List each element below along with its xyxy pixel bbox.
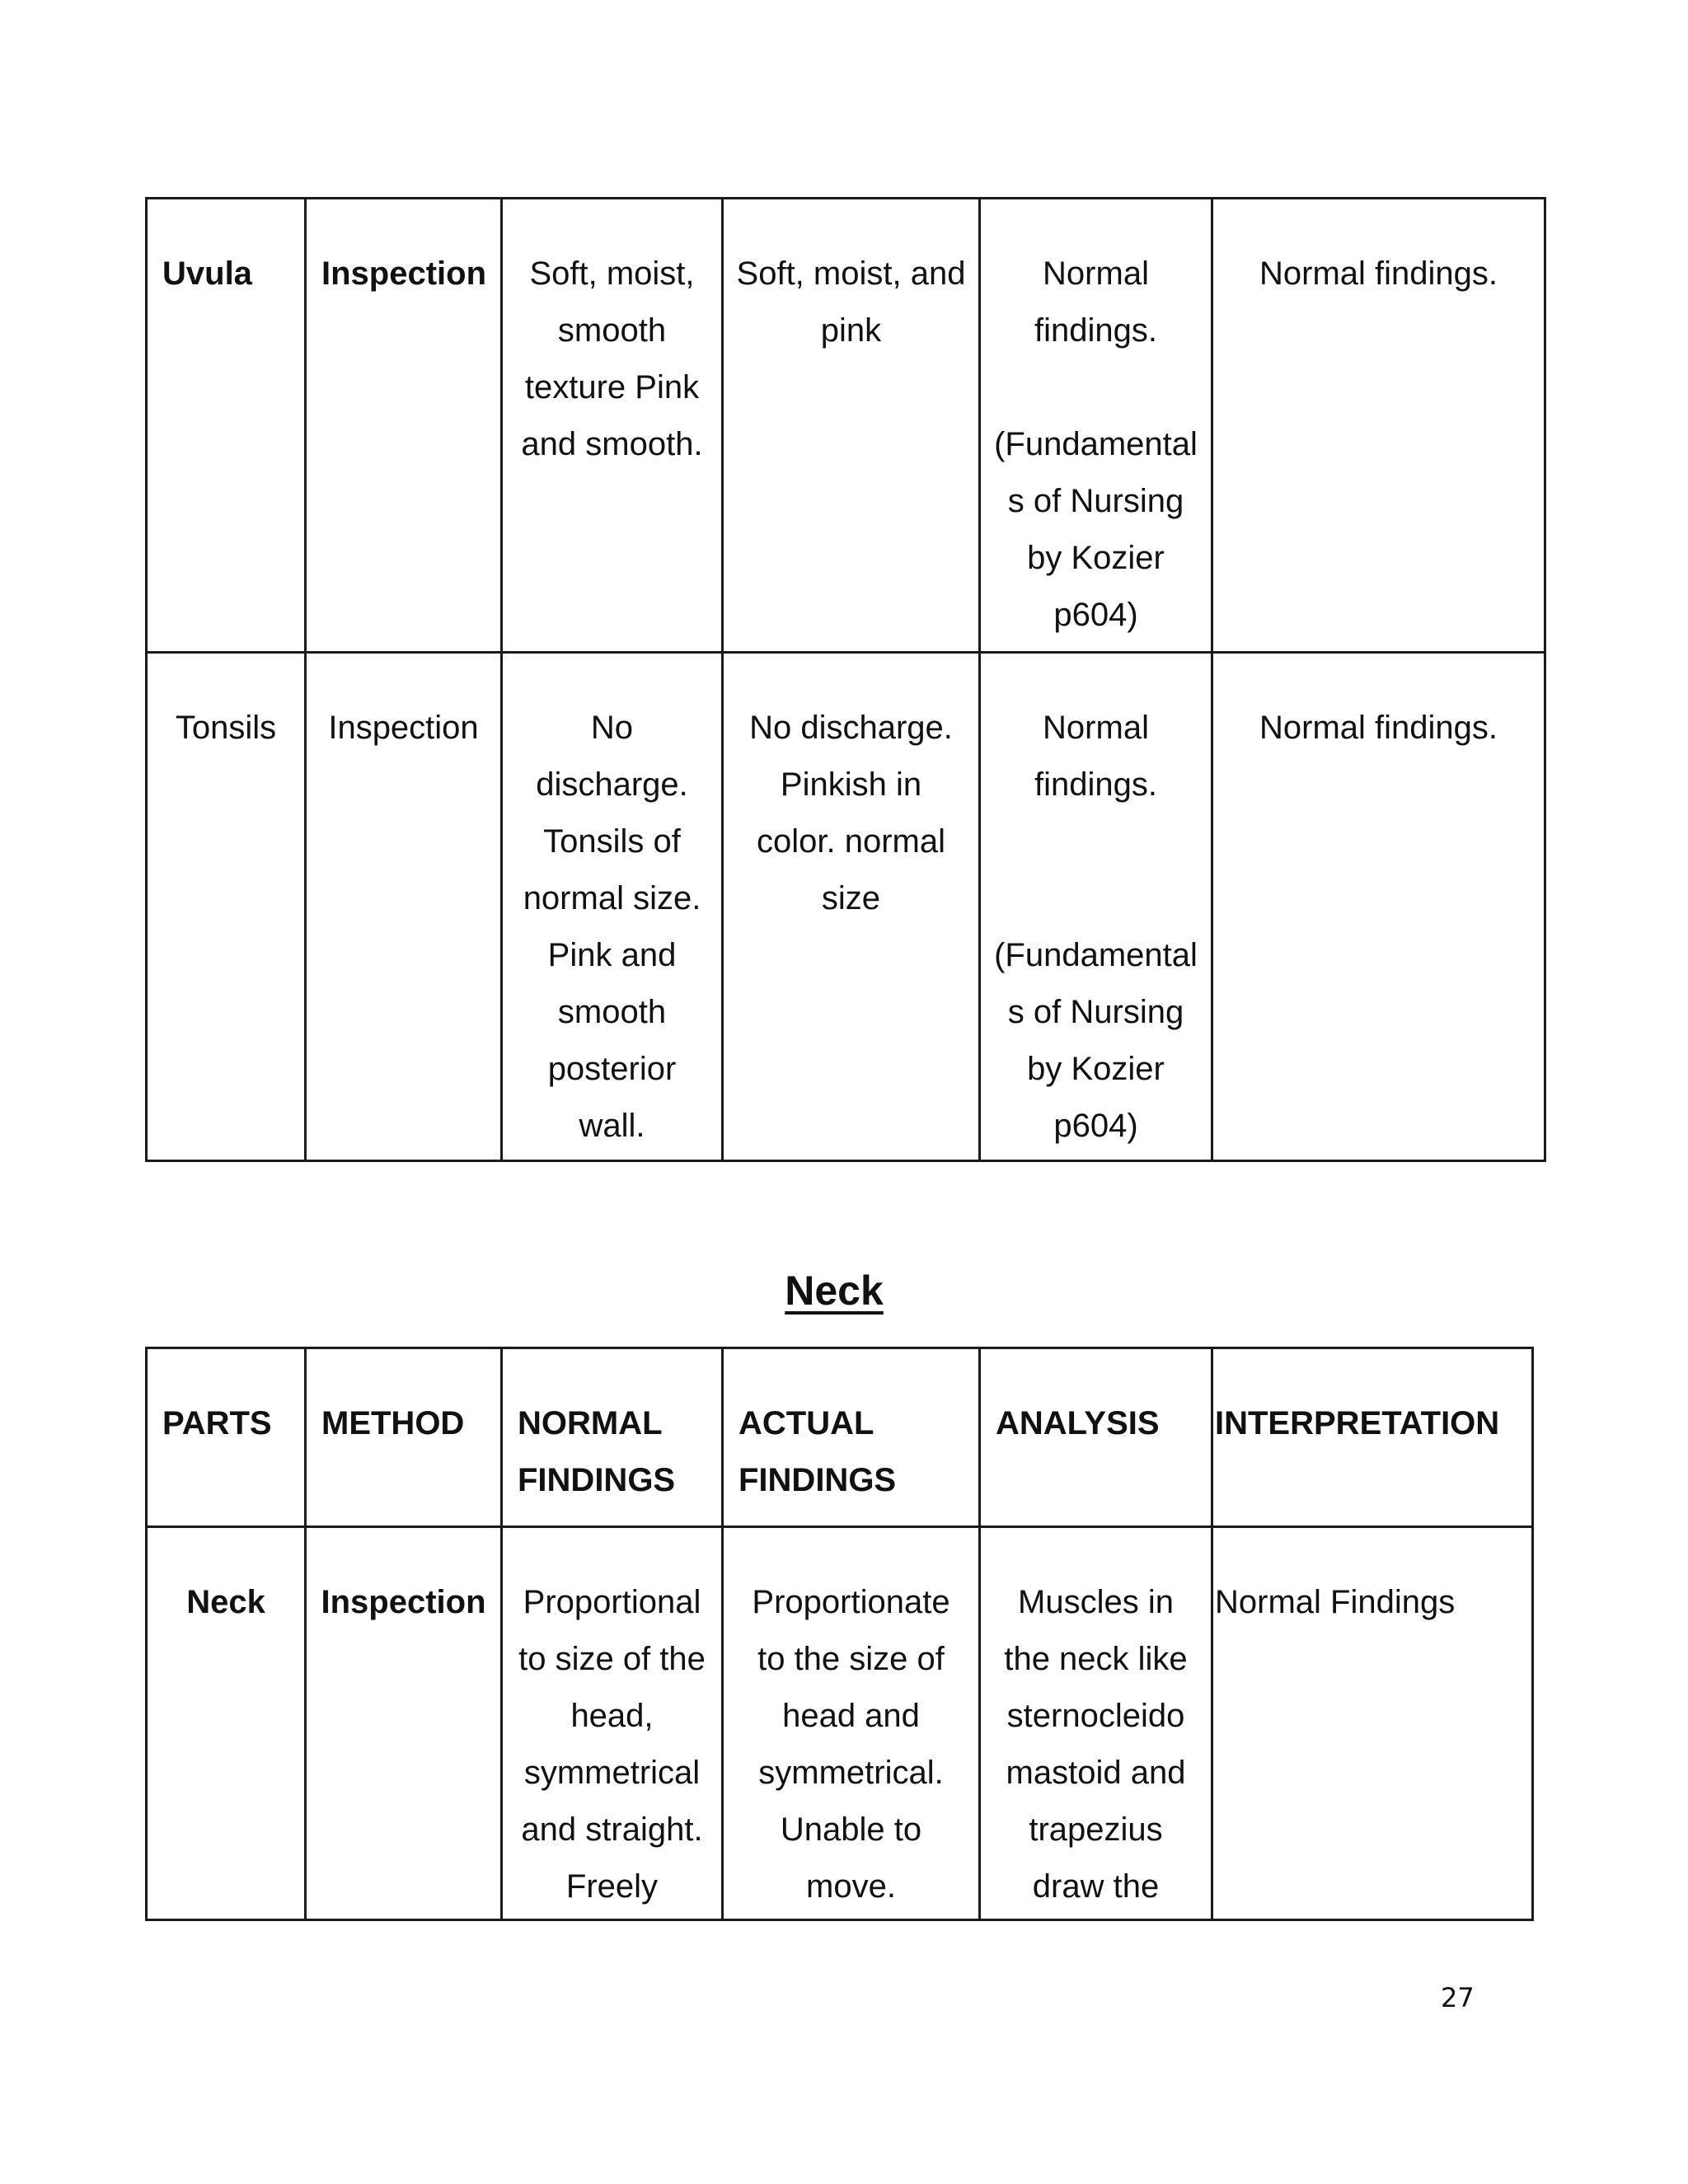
header-interpretation [1212, 1348, 1533, 1527]
part-cell [147, 653, 306, 1161]
normal-line: discharge. [536, 766, 688, 803]
header-normal-findings [502, 1348, 723, 1527]
actual-line: symmetrical. [758, 1755, 944, 1791]
analysis-line: Normal [1043, 710, 1149, 746]
normal-findings-cell [502, 199, 723, 653]
interpretation-cell [1212, 1527, 1533, 1920]
actual-line: Pinkish in [780, 766, 922, 803]
method-cell [306, 199, 502, 653]
analysis-line: p604) [1053, 597, 1138, 633]
analysis-line: draw the [1032, 1868, 1160, 1905]
normal-line: wall. [579, 1108, 645, 1144]
normal-line: Soft, moist, [529, 255, 695, 292]
actual-findings-cell [723, 199, 980, 653]
header-method [306, 1348, 502, 1527]
normal-line: posterior [547, 1051, 677, 1087]
interpretation-text: Normal Findings [1215, 1584, 1456, 1620]
normal-line: No [590, 710, 634, 746]
normal-line: and straight. [521, 1811, 703, 1848]
normal-line: Tonsils of [543, 823, 681, 860]
analysis-line [981, 870, 1211, 927]
normal-line: Pink and [547, 937, 677, 973]
normal-line: Freely [565, 1868, 659, 1905]
normal-findings-cell [502, 653, 723, 1161]
actual-line: to the size of [757, 1641, 945, 1677]
analysis-line: Muscles in [1018, 1584, 1174, 1620]
normal-line: to size of the [518, 1641, 706, 1677]
normal-line: Proportional [523, 1584, 701, 1620]
analysis-line [981, 359, 1211, 416]
method-label: Inspection [321, 1584, 486, 1620]
part-label: Uvula [162, 255, 252, 292]
header-analysis [980, 1348, 1212, 1527]
analysis-line: findings. [1034, 312, 1157, 349]
analysis-line: findings. [1034, 766, 1157, 803]
actual-line: size [821, 880, 881, 916]
analysis-line: (Fundamental [994, 937, 1198, 973]
actual-line: pink [820, 312, 882, 349]
method-label: Inspection [321, 255, 487, 292]
normal-line: head, [570, 1698, 654, 1734]
header-actual-line: FINDINGS [738, 1462, 897, 1498]
header-normal-line: NORMAL [518, 1405, 663, 1441]
actual-findings-cell [723, 653, 980, 1161]
normal-line: smooth [557, 312, 667, 349]
normal-line: and smooth. [521, 426, 703, 462]
method-label: Inspection [328, 710, 479, 746]
part-cell [147, 199, 306, 653]
actual-line: No discharge. [749, 710, 953, 746]
actual-line: color. normal [757, 823, 945, 860]
analysis-line: p604) [1053, 1108, 1138, 1144]
part-cell [147, 1527, 306, 1920]
interpretation-text: Normal findings. [1259, 255, 1498, 292]
header-parts-label: PARTS [162, 1405, 272, 1441]
analysis-line: trapezius [1029, 1811, 1163, 1848]
interpretation-cell [1212, 199, 1545, 653]
normal-line: smooth [557, 994, 667, 1030]
table-row-neck [147, 1527, 1533, 1920]
analysis-cell [980, 653, 1212, 1161]
actual-line: Soft, moist, and [736, 255, 966, 292]
header-normal-line: FINDINGS [518, 1462, 676, 1498]
header-interpretation-label: INTERPRETATION [1215, 1405, 1500, 1441]
analysis-line: s of Nursing [1007, 483, 1184, 519]
header-method-label: METHOD [321, 1405, 465, 1441]
analysis-line: sternocleido [1006, 1698, 1185, 1734]
normal-line: symmetrical [523, 1755, 701, 1791]
normal-line: texture Pink [524, 369, 700, 405]
normal-findings-cell [502, 1527, 723, 1920]
header-actual-findings [723, 1348, 980, 1527]
method-cell [306, 653, 502, 1161]
table-header-row [147, 1348, 1533, 1527]
actual-line: Unable to [780, 1811, 922, 1848]
analysis-line: mastoid and [1006, 1755, 1186, 1791]
part-label: Tonsils [175, 710, 277, 746]
analysis-line: the neck like [1004, 1641, 1188, 1677]
assessment-table-mouth [145, 197, 1546, 1162]
section-title: Neck [785, 1268, 884, 1314]
header-analysis-label: ANALYSIS [996, 1405, 1160, 1441]
analysis-line: by Kozier [1027, 540, 1165, 576]
header-actual-line: ACTUAL [738, 1405, 874, 1441]
page-number: 27 [1441, 1982, 1475, 2013]
table-row-tonsils [147, 653, 1545, 1161]
analysis-line: by Kozier [1027, 1051, 1165, 1087]
analysis-cell [980, 1527, 1212, 1920]
actual-line: Proportionate [752, 1584, 950, 1620]
analysis-line: s of Nursing [1007, 994, 1184, 1030]
analysis-cell [980, 199, 1212, 653]
interpretation-cell [1212, 653, 1545, 1161]
actual-line: move. [806, 1868, 896, 1905]
actual-findings-cell [723, 1527, 980, 1920]
table-row-uvula [147, 199, 1545, 653]
method-cell [306, 1527, 502, 1920]
assessment-table-neck [145, 1347, 1534, 1921]
header-parts [147, 1348, 306, 1527]
part-label: Neck [186, 1584, 265, 1620]
analysis-line: Normal [1043, 255, 1149, 292]
analysis-line: (Fundamental [994, 426, 1198, 462]
actual-line: head and [782, 1698, 920, 1734]
analysis-line [981, 813, 1211, 870]
normal-line: normal size. [523, 880, 701, 916]
interpretation-text: Normal findings. [1259, 710, 1498, 746]
